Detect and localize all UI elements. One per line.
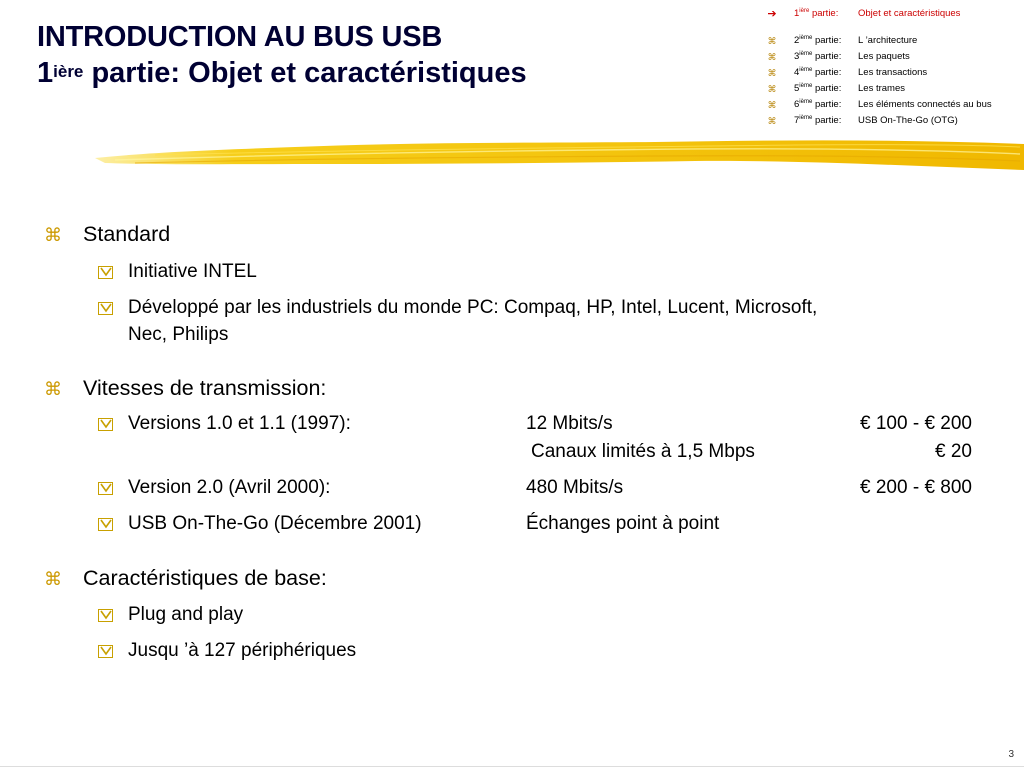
table-of-contents: [765, 6, 1020, 129]
bullet-text: Vitesses de transmission:: [83, 376, 327, 400]
title-line-2: [37, 56, 527, 90]
speed-label: USB On-The-Go (Décembre 2001): [128, 513, 422, 534]
checkbox-check-icon: [98, 518, 113, 531]
toc-item-name: Les paquets: [858, 51, 910, 62]
arrow-right-icon: ➔: [767, 8, 777, 20]
toc-item[interactable]: [765, 49, 1020, 65]
toc-item-name: Les trames: [858, 83, 905, 94]
toc-part: partie:: [812, 35, 842, 46]
bullet-text: Jusqu ’à 127 périphériques: [128, 640, 357, 661]
toc-item-active[interactable]: [765, 6, 1020, 22]
slide-title: [37, 20, 527, 90]
toc-item-name: USB On-The-Go (OTG): [858, 115, 958, 126]
checkbox-check-icon: [98, 266, 113, 279]
checkbox-check-icon: [98, 609, 113, 622]
command-key-icon: ⌘: [767, 116, 777, 126]
bullet-features: [44, 566, 327, 591]
bullet-text: Caractéristiques de base:: [83, 566, 327, 590]
toc-num: 7: [794, 115, 800, 126]
checkbox-check-icon: [98, 645, 113, 658]
toc-part: partie:: [809, 8, 839, 19]
bullet-text: Plug and play: [128, 604, 244, 625]
toc-part: partie:: [812, 115, 842, 126]
toc-item[interactable]: [765, 81, 1020, 97]
page-number: 3: [1008, 749, 1014, 760]
toc-part: partie:: [812, 51, 842, 62]
toc-item-name: Les éléments connectés au bus: [858, 99, 992, 110]
command-key-icon: ⌘: [44, 225, 62, 245]
speed-label: Versions 1.0 et 1.1 (1997):: [128, 413, 351, 434]
toc-item[interactable]: [765, 97, 1020, 113]
speed-value: Échanges point à point: [526, 513, 720, 534]
bullet-text: Développé par les industriels du monde PC: Compaq, HP, Intel, Lucent, Microsoft,: [128, 297, 818, 318]
title-part-suffix: ière: [53, 62, 84, 81]
bullet-standard: [44, 222, 170, 247]
toc-num: 4: [794, 67, 800, 78]
command-key-icon: ⌘: [767, 68, 777, 78]
toc-part: partie:: [812, 99, 842, 110]
checkbox-check-icon: [98, 302, 113, 315]
bullet-text: Initiative INTEL: [128, 261, 257, 282]
command-key-icon: ⌘: [767, 36, 777, 46]
command-key-icon: ⌘: [44, 569, 62, 589]
toc-num: 6: [794, 99, 800, 110]
speed-price: € 100 - € 200: [860, 413, 972, 434]
toc-item-name: Objet et caractéristiques: [858, 8, 961, 19]
title-part-number: 1: [37, 57, 54, 89]
toc-num: 1: [794, 8, 800, 19]
toc-sup: ième: [799, 99, 813, 105]
toc-part: partie:: [812, 67, 842, 78]
toc-item[interactable]: [765, 65, 1020, 81]
bullet-speeds: [44, 376, 326, 401]
toc-sup: ième: [799, 115, 813, 121]
bullet-text: Standard: [83, 222, 171, 246]
toc-num: 3: [794, 51, 800, 62]
brush-stroke-decoration: [95, 130, 1024, 180]
toc-sup: ième: [799, 35, 813, 41]
checkbox-check-icon: [98, 482, 113, 495]
bullet-text: Nec, Philips: [128, 324, 229, 345]
toc-sup: ième: [799, 67, 813, 73]
title-part-text: partie: Objet et caractéristiques: [83, 57, 527, 89]
toc-item-name: L ’architecture: [858, 35, 918, 46]
speed-value: 480 Mbits/s: [526, 477, 624, 498]
command-key-icon: ⌘: [767, 84, 777, 94]
toc-part: partie:: [812, 83, 842, 94]
title-line-1: INTRODUCTION AU BUS USB: [37, 21, 443, 53]
speed-subprice: € 20: [935, 441, 972, 462]
command-key-icon: ⌘: [767, 52, 777, 62]
toc-item[interactable]: [765, 113, 1020, 129]
speed-subvalue: Canaux limités à 1,5 Mbps: [531, 441, 755, 462]
checkbox-check-icon: [98, 418, 113, 431]
toc-item-name: Les transactions: [858, 67, 928, 78]
command-key-icon: ⌘: [44, 379, 62, 399]
command-key-icon: ⌘: [767, 100, 777, 110]
toc-sup: ième: [799, 83, 813, 89]
speed-price: € 200 - € 800: [860, 477, 972, 498]
divider: [0, 766, 1024, 767]
toc-item[interactable]: [765, 33, 1020, 49]
toc-sup: ième: [799, 51, 813, 57]
toc-num: 2: [794, 35, 800, 46]
speed-value: 12 Mbits/s: [526, 413, 613, 434]
toc-num: 5: [794, 83, 800, 94]
speed-label: Version 2.0 (Avril 2000):: [128, 477, 331, 498]
toc-sup: ière: [799, 8, 810, 14]
